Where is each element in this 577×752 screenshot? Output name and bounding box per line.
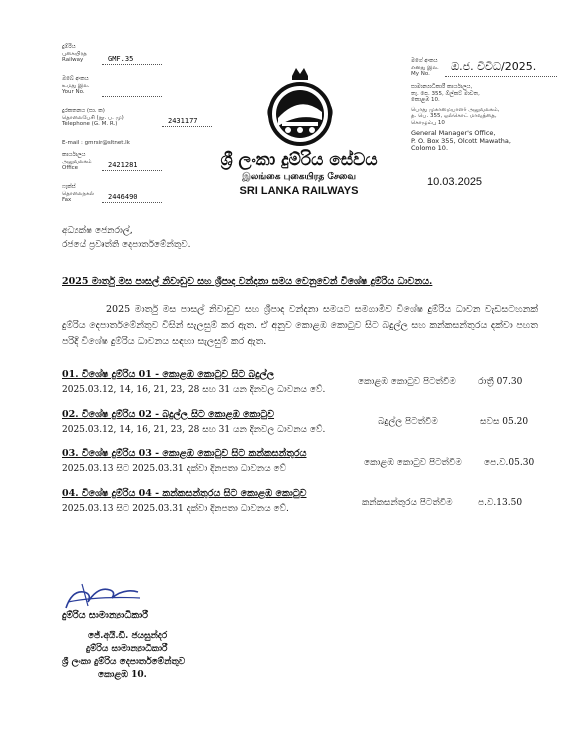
train-02-departure: බදුල්ල පිටත්වීම [378,417,438,427]
train-03-departure: කොළඹ කොටුව පිටත්වීම [364,458,462,468]
train-03-time: පෙ.ව.05.30 [484,458,535,468]
train-04-departure: කන්කසන්තුරය පිටත්වීම [362,498,453,508]
train-01-dates: 2025.03.12, 14, 16, 21, 23, 28 සහ 31 යන දිනවල ධාවනය වේ. [62,385,326,395]
field-telephone-value: 2431177 [168,117,198,125]
train-04-time: ප.ව.13.50 [478,498,523,508]
my-no-value: ඔ.ජ. විවිධ/2025. [451,60,537,73]
train-04-title: 04. විශේෂ දුම්රිය 04 - කන්කසන්තුරය සිට කොළඹ කොටුව [62,488,307,499]
train-03-title: 03. විශේෂ දුම්රිය 03 - කොළඹ කොටුව සිට කන්කසන්තුරය [62,448,307,459]
letter-body: 2025 මාර්තු මස පාසල් නිවාඩුව සහ ශ්‍රීපාද වන්දනා සමයට සමගාමීව විශේෂ දුම්රිය ධාවන වැඩසටහනක් දුම්රිය දෙපාර්තමේන්තුව විසින් සැලසුම් කර ඇත. ඒ අනුව කොළඹ කොටුව සිට බදුල්ල සහ කන්කසන්තුරය දක්වා පහත පරිදි විශේෂ දුම්රිය ධාවනය සඳහා සැලසුම් කර ඇත. [62,304,538,347]
recipient-line-2: රජයේ ප්‍රවෘත්ති දෙපාර්තමේන්තුව. [62,240,191,250]
field-telephone: දුරකතනය (සා. ක) தொலைபேசி (நூ. ப. மு) Telephone (G. M. R.) 2431177 [62,108,232,132]
signatory-title: දුම්රිය සාමාන්‍යාධිකාරී [62,610,149,621]
field-office: කාර්යාලය அலுவலகம் Office 2421281 [62,152,232,176]
train-03-dates: 2025.03.13 සිට 2025.03.31 දක්වා දිනපතා ධාවනය වේ [62,464,287,474]
recipient [62,224,362,252]
field-railway: දුම්රිය புகையிரத Railway GMF.35 [62,44,232,68]
org-name-si: ශ්‍රී ලංකා දුම්රිය සේවය [220,150,378,170]
field-email: E-mail : gmrsir@sltnet.lk [62,140,130,146]
recipient-line-1: අධ්‍යක්ෂ ජෙනරාල්, [62,226,133,236]
field-fax: ෆැක්ස් தொலைநகல் Fax 2446490 [62,184,232,208]
train-02-title: 02. විශේෂ දුම්රිය 02 - බදුල්ල සිට කොළඹ කොටුව [62,409,275,420]
train-01-time: රාත්‍රී 07.30 [478,377,523,387]
field-your-no: ඔබේ අංකය உமது இல. Your No. [62,76,232,100]
field-office-value: 2421281 [108,161,138,169]
train-02-time: සවස 05.20 [480,417,529,427]
header-right: මගේ අංකය எனது இல. My No. ඔ.ජ. විවිධ/2025. සාමාන්‍යාධිකාරී කාර්යාලය, තැ. පෙ. 355, ඕල්කට් මාවත, කොළඹ 10. பொது முகாமையாளர் அலுவலகம், த. பெ. 355, ஒல்கொட் மாவத்தை, கொழும்பு 10 General Manager's Office, P. O. Box 355, Olcott Mawatha, Colomo 10. 10.03.2025 [411,58,571,198]
train-01-title: 01. විශේෂ දුම්රිය 01 - කොළඹ කොටුව සිට බදුල්ල [62,369,275,380]
official-stamp: ජේ.අයි.ඩී. ජයසුන්දර දුම්රිය සාමාන්‍යාධිකාරී ශ්‍රී ලංකා දුම්රිය දෙපාර්තමේන්තුව කොළඹ 10. [62,631,186,680]
org-name-ta: இலங்கை புகையிரத சேவை [242,172,356,182]
train-01-departure: කොළඹ කොටුව පිටත්වීම [358,377,456,387]
field-fax-value: 2446490 [108,193,138,201]
train-04-dates: 2025.03.13 සිට 2025.03.31 දක්වා දිනපතා ධාවනය වේ. [62,504,289,514]
emblem-icon [262,66,338,150]
org-name-en: SRI LANKA RAILWAYS [239,185,359,197]
office-address: සාමාන්‍යාධිකාරී කාර්යාලය, තැ. පෙ. 355, ඕල්කට් මාවත, කොළඹ 10. பொது முகாமையாளர் அலுவலகம், த. பெ. 355, ஒல்கொட் மாவத்தை, கொழும்பு 10 General Manager's Office, P. O. Box 355, Olcott Mawatha, Colomo 10. [411,84,511,152]
letter-date: 10.03.2025 [427,176,483,188]
railway-emblem [262,66,338,150]
train-02-dates: 2025.03.12, 14, 16, 21, 23, 28 සහ 31 යන දිනවල ධාවනය වේ. [62,425,326,435]
signature [58,578,148,614]
letter-subject: 2025 මාර්තු මස පාසල් නිවාඩුව සහ ශ්‍රීපාද වන්දනා සමය වෙනුවෙන් විශේෂ දුම්රිය ධාවනය. [62,276,433,287]
signature-icon [58,578,148,614]
field-railway-value: GMF.35 [108,55,134,63]
